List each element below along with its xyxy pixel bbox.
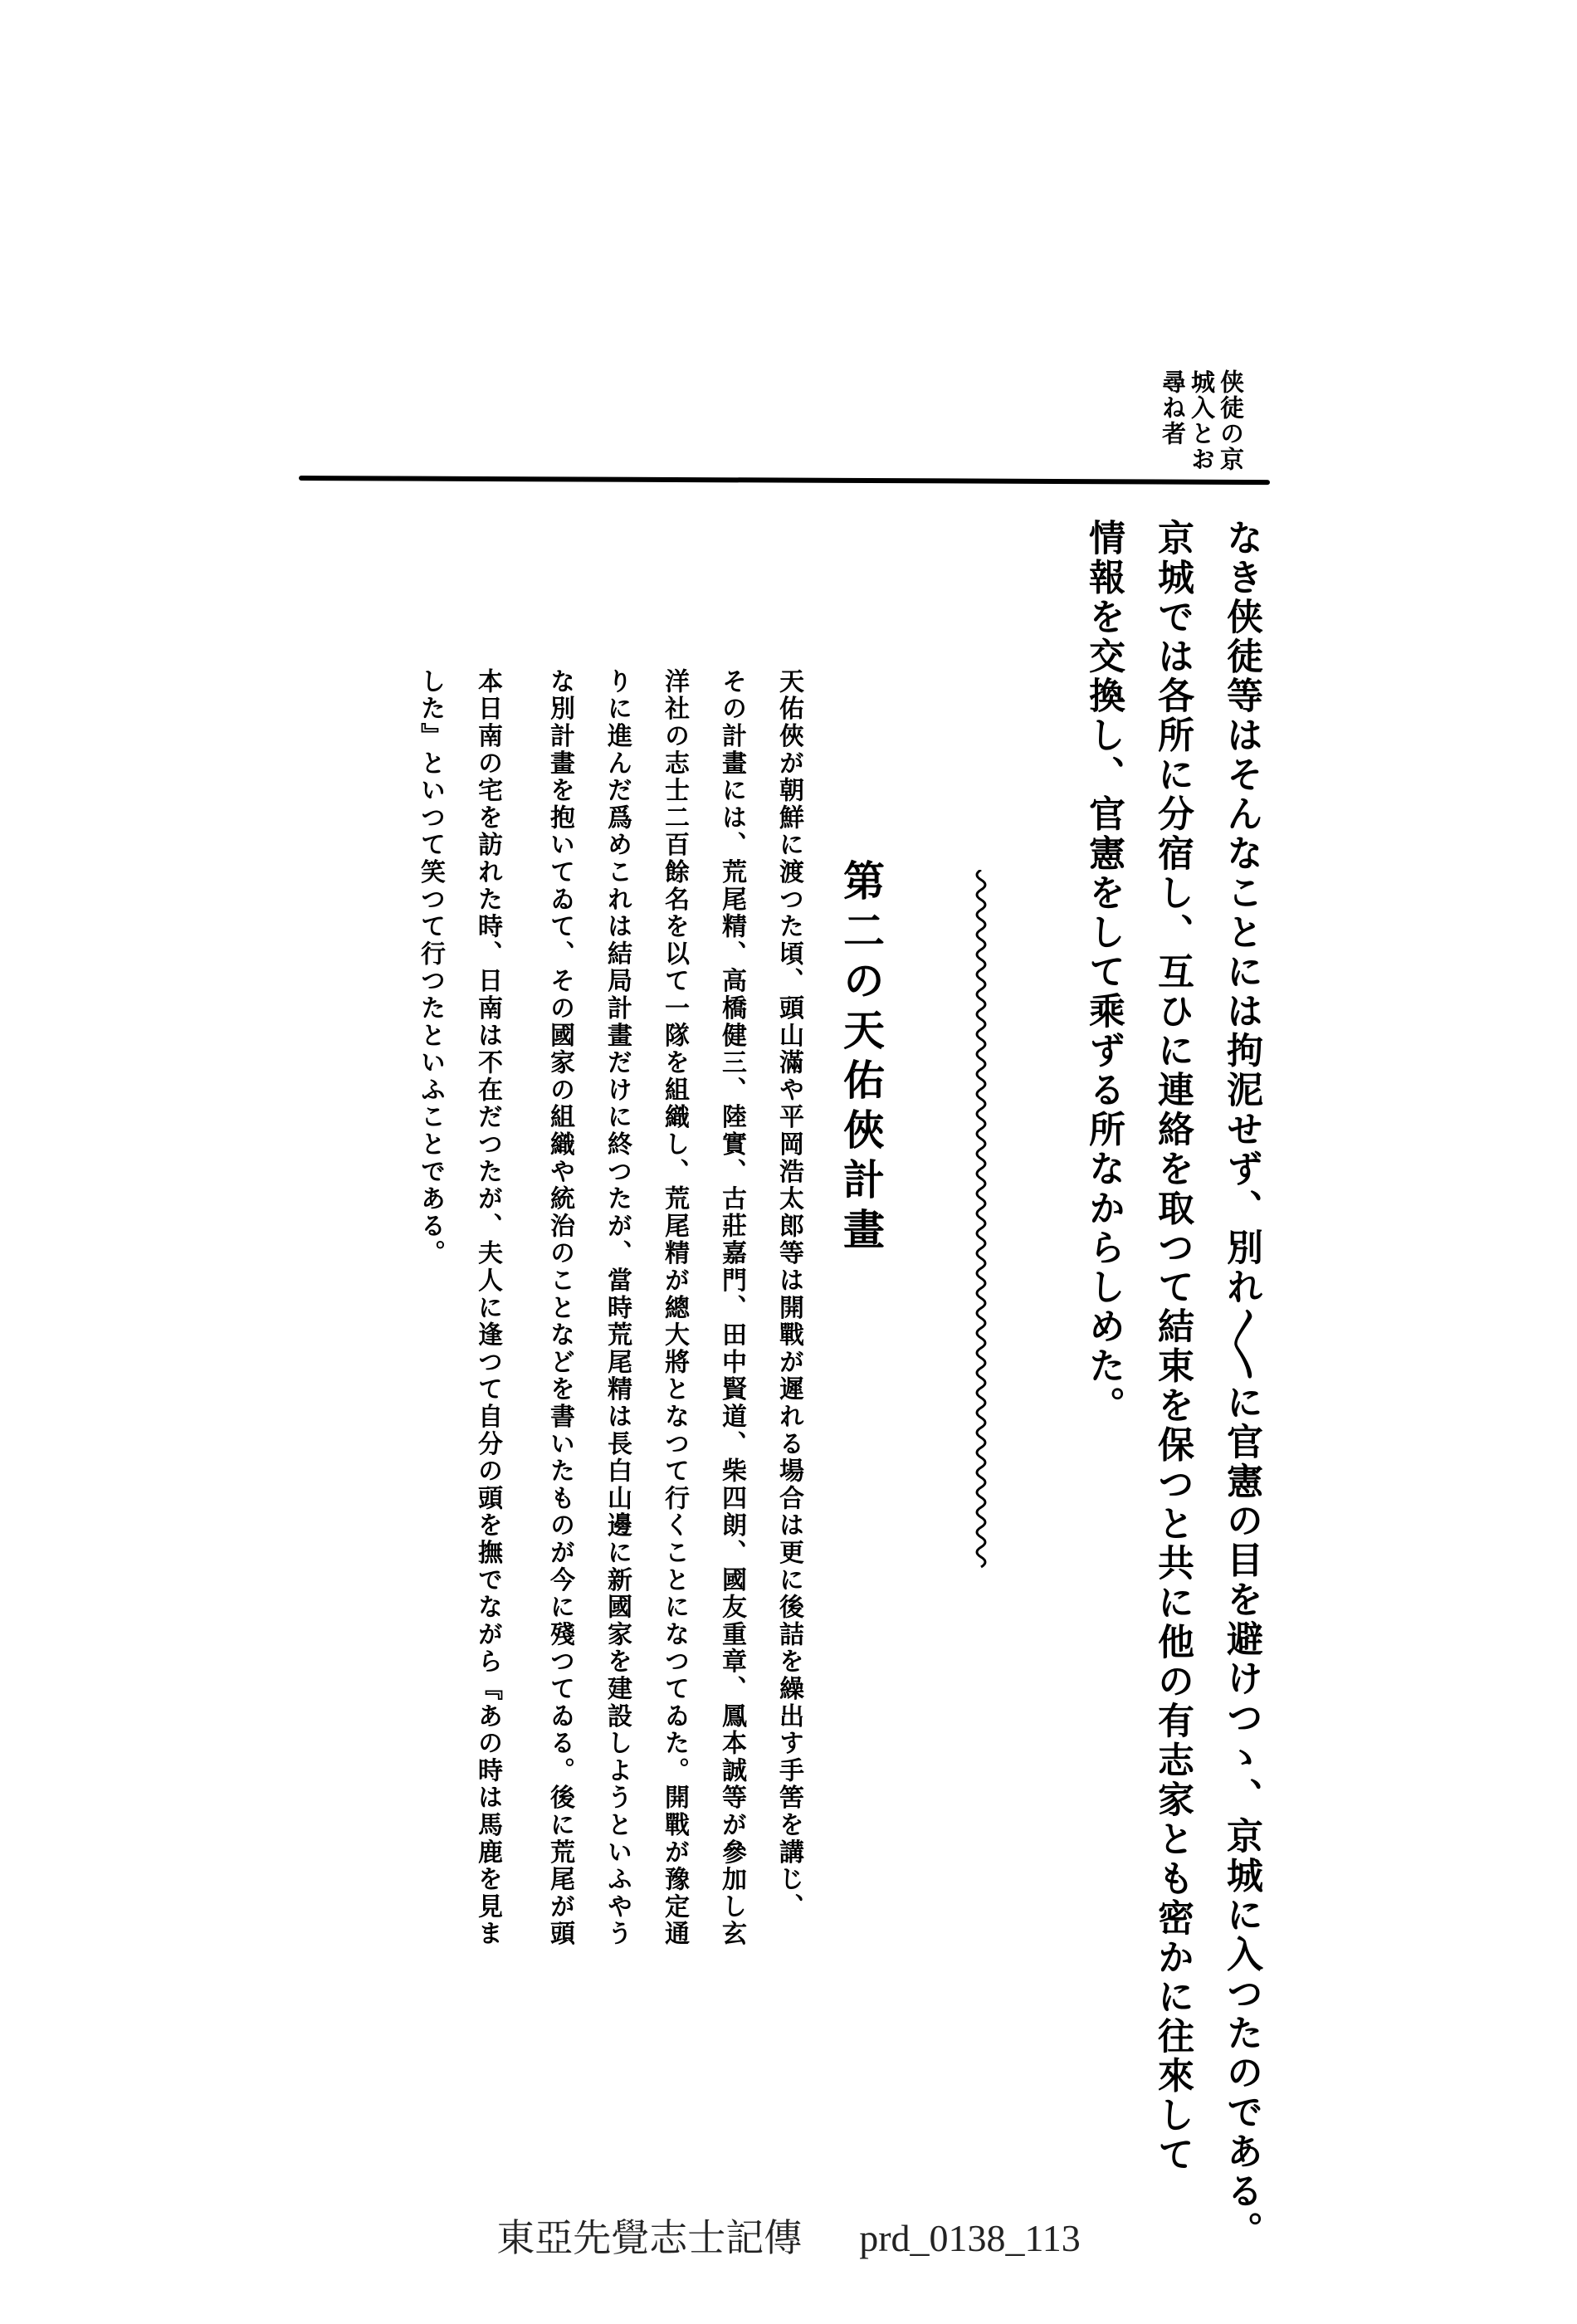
section-text-column-1: 天佑俠が朝鮮に渡つた頃、頭山滿や平岡浩太郎等は開戰が遲れる場合は更に後詰を繰出す手筈を講じ、 (774, 668, 803, 1921)
marginal-gloss-line-3: 尋ね者 (1159, 369, 1187, 447)
section-text-column-5: な別計畫を抱いてゐて、その國家の組織や統治のことなどを書いたものが今に殘つてゐる。後に荒尾が頭 (545, 668, 574, 1948)
main-text-column-3: 情報を交換し、官憲をして乘ずる所なからしめた。 (1082, 519, 1125, 1426)
marginal-gloss-line-1: 侠徒の京 (1217, 369, 1245, 472)
section-text-column-6: 本日南の宅を訪れた時、日南は不在だつたが、夫人に逢つて自分の頭を撫でながら『あの時は馬鹿を見ま (473, 668, 502, 1948)
main-text-column-1: なき侠徒等はそんなことには拘泥せず、別れ〳〵に官憲の目を避けつゝ、京城に入つたのである。 (1220, 519, 1262, 2251)
section-text-column-4: りに進んだ爲めこれは結局計畫だけに終つたが、當時荒尾精は長白山邊に新國家を建設しようといふやう (603, 668, 632, 1948)
page-footer (0, 2208, 1577, 2263)
section-heading: 第二の天佑俠計畫 (837, 859, 886, 1257)
marginal-gloss-line-2: 城入とお (1188, 369, 1216, 472)
section-text-column-3: 洋社の志士二百餘名を以て一隊を組織し、荒尾精が總大將となつて行くことになつてゐた。開戰が豫定通 (660, 668, 689, 1948)
section-text-column-2: その計畫には、荒尾精、高橋健三、陸實、古莊嘉門、田中賢道、柴四朗、國友重章、鳳本誠等が參加し玄 (717, 668, 746, 1948)
section-text-column-7: した』といつて笑つて行つたといふことである。 (416, 668, 445, 1267)
footer-title: 東亞先覺志士記傳 (496, 2217, 803, 2259)
main-text-column-2: 京城では各所に分宿し、互ひに連絡を取つて結束を保つと共に他の有志家とも密かに往來して (1151, 519, 1194, 2175)
footer-code: prd_0138_113 (859, 2217, 1081, 2259)
wavy-divider (971, 870, 991, 1575)
divider-rule (299, 476, 1270, 485)
